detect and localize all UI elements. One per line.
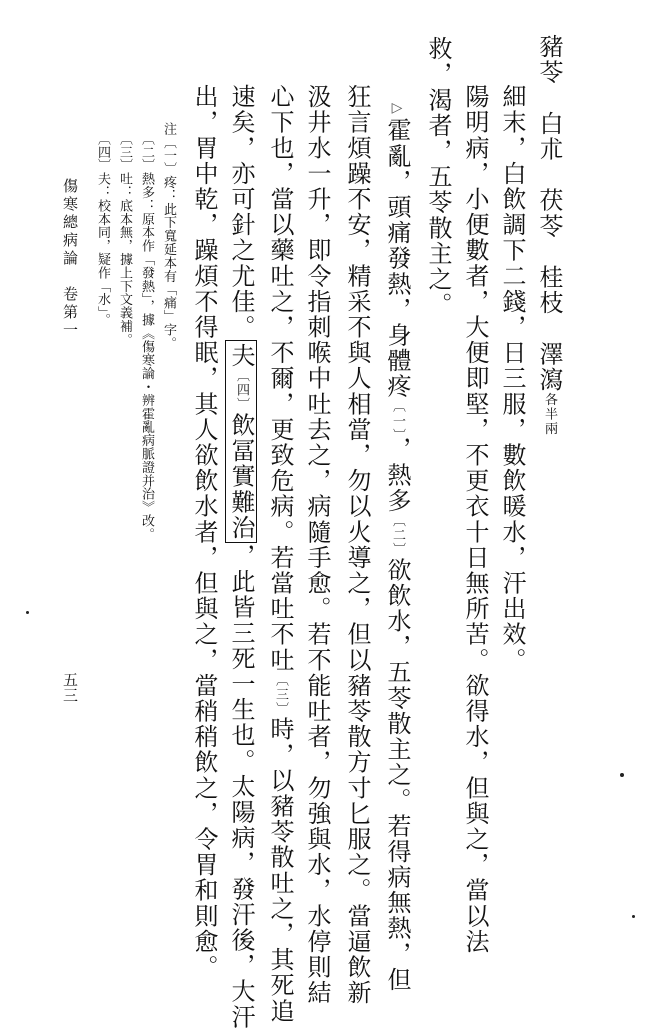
- note-4: 〔四〕夫：校本同，疑作「水」。: [95, 132, 110, 327]
- book-title: 傷寒總病論 卷第一: [61, 178, 79, 340]
- scan-speck: [620, 773, 624, 777]
- note-3: 〔三〕吐：底本無，據上下文義補。: [117, 132, 132, 347]
- footnote-ref-2: 〔二〕: [390, 513, 405, 558]
- note-2: 〔二〕熱多：原本作「發熱」，據《傷寒論・辨霍亂病脈證并治》改。: [139, 132, 154, 541]
- note-1: 注〔一〕疼：此下寬延本有「痛」字。: [161, 122, 176, 350]
- scan-speck: [26, 611, 29, 614]
- text-column-3: 陽明病，小便數者，大便即堅，不更衣十日無所苦。欲得水，但與之，當以法: [461, 84, 489, 955]
- scan-speck: [632, 915, 635, 918]
- section-marker-icon: ▷: [389, 100, 405, 118]
- text-column-5: ▷霍亂，頭痛發熱，身體疼〔一〕，熱多〔二〕欲飲水，五苓散主之。若得病無熱，但: [383, 100, 411, 993]
- text-column-1: [537, 34, 561, 436]
- page-number: 五三: [61, 672, 79, 703]
- text-column-6: 狂言煩躁不安，精采不與人相當，勿以火導之，但以豬苓散方寸匕服之。當逼飲新: [343, 84, 371, 1006]
- footnote-ref-4: 〔四〕: [234, 368, 249, 413]
- formula-ingredients: 豬苓 白朮 茯苓 桂枝 澤瀉: [535, 34, 563, 393]
- text-column-9: 速矣，亦可針之尤佳。夫〔四〕飲冨實難治，此皆三死一生也。太陽病，發汗後，大汗: [227, 84, 255, 1030]
- footnote-ref-3: 〔三〕: [273, 672, 288, 717]
- text-column-10: 出，胃中乾，躁煩不得眠，其人欲飲水者，但與之，當稍稍飲之，令胃和則愈。: [190, 84, 218, 980]
- text-column-7: 汲井水一升，即令指刺喉中吐去之，病隨手愈。若不能吐者，勿強與水，水停則結: [303, 84, 331, 1006]
- footnote-ref-1: 〔一〕: [390, 399, 405, 437]
- dosage-note: 各半兩: [542, 392, 557, 437]
- text-column-2: 細末，白飲調下二錢，日三服，數飲暖水，汗出效。: [498, 84, 526, 673]
- boxed-passage: 夫〔四〕飲冨實難治: [225, 340, 257, 543]
- text-column-8: 心下也，當以藥吐之，不爾，更致危病。若當吐不吐〔三〕時，以豬苓散吐之，其死追: [266, 84, 294, 1024]
- text-column-4: 救，渴者，五苓散主之。: [424, 36, 452, 318]
